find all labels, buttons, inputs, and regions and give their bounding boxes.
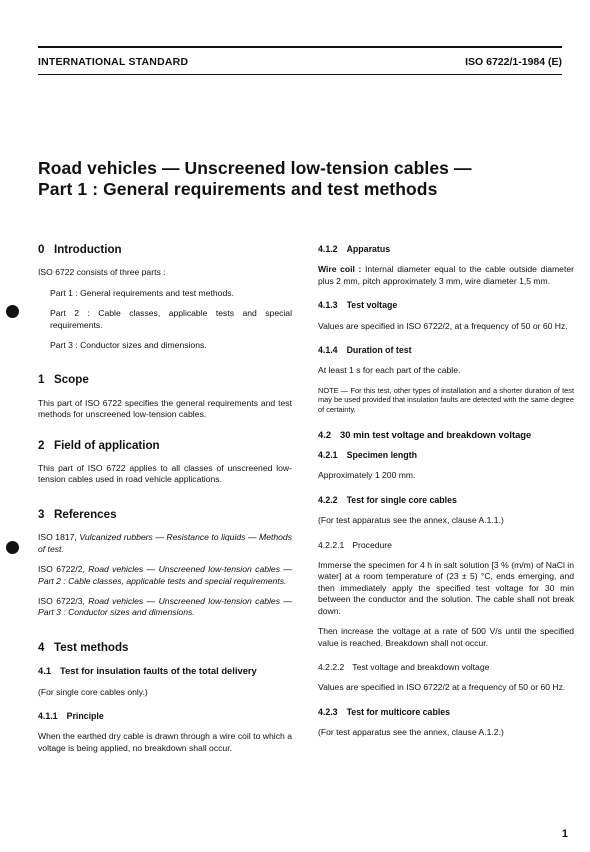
- scope-paragraph: This part of ISO 6722 specifies the general requirements and test methods for unscreened low-tension cables.: [38, 397, 292, 420]
- section-heading-4-1: 4.1 Test for insulation faults of the total delivery: [38, 665, 257, 677]
- title-line-1: Road vehicles — Unscreened low-tension cables —: [38, 158, 472, 178]
- page-number: 1: [561, 828, 568, 840]
- header-bottom-rule: [38, 74, 562, 75]
- margin-bullet-mark: [6, 541, 19, 554]
- breakdown-voltage-paragraph: Values are specified in ISO 6722/2 at a frequency of 50 or 60 Hz.: [318, 682, 566, 693]
- section-heading-3: 3 References: [38, 507, 117, 521]
- section-heading-4-2-1: 4.2.1 Specimen length: [318, 450, 417, 461]
- reference-item: ISO 6722/3, Road vehicles — Unscreened low-tension cables — Part 3 : Conductor sizes and dimensions.: [38, 595, 292, 618]
- header-standard-label: INTERNATIONAL STANDARD: [38, 56, 189, 68]
- test-voltage-paragraph: Values are specified in ISO 6722/2, at a frequency of 50 or 60 Hz.: [318, 320, 568, 331]
- multicore-paragraph: (For test apparatus see the annex, clause A.1.2.): [318, 727, 504, 738]
- section-heading-4-2-2-2: 4.2.2.2 Test voltage and breakdown voltage: [318, 661, 490, 672]
- parts-list-item: Part 3 : Conductor sizes and dimensions.: [50, 340, 207, 351]
- section-heading-4-1-4: 4.1.4 Duration of test: [318, 345, 412, 356]
- field-paragraph: This part of ISO 6722 applies to all classes of unscreened low-tension cables used in road vehicle applications.: [38, 463, 292, 485]
- parts-list-item: Part 2 : Cable classes, applicable tests and special requirements.: [50, 308, 292, 330]
- section-heading-1: 1 Scope: [38, 373, 89, 387]
- section-heading-4-1-2: 4.1.2 Apparatus: [318, 244, 391, 254]
- margin-bullet-mark: [6, 305, 19, 318]
- section-heading-4-2-2: 4.2.2 Test for single core cables: [318, 494, 457, 505]
- section-heading-4-2-3: 4.2.3 Test for multicore cables: [318, 706, 451, 717]
- specimen-length-paragraph: Approximately 1 200 mm.: [318, 470, 416, 481]
- document-title: [38, 158, 472, 200]
- principle-paragraph: When the earthed dry cable is drawn through a wire coil to which a voltage is being applied, no breakdown shall occur.: [38, 731, 292, 753]
- single-core-paragraph: (For test apparatus see the annex, clause A.1.1.): [318, 515, 504, 526]
- header-document-number: ISO 6722/1-1984 (E): [465, 56, 562, 68]
- section-heading-0: 0 Introduction: [38, 243, 122, 256]
- section-heading-4: 4 Test methods: [38, 640, 129, 654]
- section-heading-4-2: 4.2 30 min test voltage and breakdown voltage: [318, 428, 532, 440]
- section-heading-2: 2 Field of application: [38, 438, 160, 452]
- title-line-2: Part 1 : General requirements and test methods: [38, 179, 438, 199]
- right-column: [318, 244, 574, 748]
- reference-item: ISO 1817, Vulcanized rubbers — Resistance to liquids — Methods of test.: [38, 532, 292, 554]
- procedure-paragraph-1: Immerse the specimen for 4 h in salt solution [3 % (m/m) of NaCl in water] at a room temperature of (23 ± 5) °C, ends emerging, and then immediately apply the specified test voltage for 30 min between the conductor and the solution. The cable shall not break down.: [318, 560, 574, 616]
- procedure-paragraph-2: Then increase the voltage at a rate of 500 V/s until the specified value is reached. Breakdown shall not occur.: [318, 626, 574, 648]
- single-core-note: (For single core cables only.): [38, 686, 148, 697]
- note-paragraph: NOTE — For this test, other types of installation and a shorter duration of test may be used provided that insulation faults are detected with the same degree of certainty.: [318, 385, 574, 415]
- reference-item: ISO 6722/2, Road vehicles — Unscreened low-tension cables — Part 2 : Cable classes, applicable tests and special requirements.: [38, 564, 292, 586]
- intro-paragraph: ISO 6722 consists of three parts :: [38, 267, 166, 278]
- section-heading-4-1-3: 4.1.3 Test voltage: [318, 300, 398, 311]
- parts-list-item: Part 1 : General requirements and test methods.: [50, 287, 234, 298]
- header-top-rule: [38, 46, 562, 48]
- section-heading-4-2-2-1: 4.2.2.1 Procedure: [318, 539, 392, 550]
- duration-paragraph: At least 1 s for each part of the cable.: [318, 365, 461, 376]
- left-column: [38, 244, 292, 763]
- section-heading-4-1-1: 4.1.1 Principle: [38, 710, 104, 721]
- apparatus-paragraph: Wire coil : Internal diameter equal to the cable outside diameter plus 2 mm, pitch approximately 3 mm, wire diameter 1,5 mm.: [318, 264, 574, 286]
